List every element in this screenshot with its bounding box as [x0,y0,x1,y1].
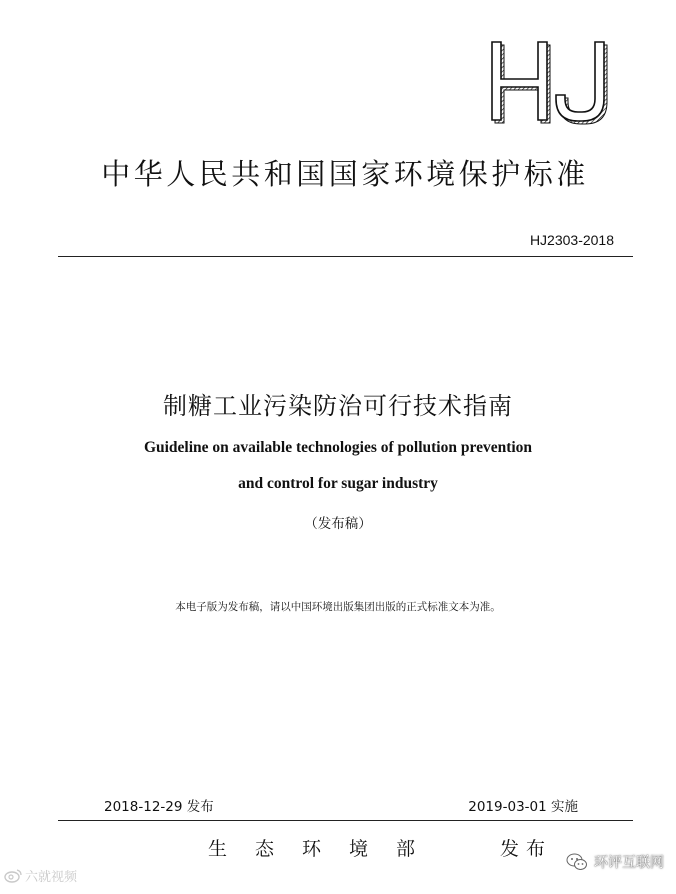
wechat-watermark [566,852,664,872]
edition-notice: 本电子版为发布稿，请以中国环境出版集团出版的正式标准文本为准。 [175,601,501,613]
document-title-en-line2: and control for sugar industry [238,475,438,492]
draft-label: （发布稿） [304,516,372,532]
weibo-watermark [4,866,77,885]
bottom-divider [58,820,633,821]
wechat-icon [566,853,588,871]
hj-logo-graphic [486,28,616,132]
standard-title: 中华人民共和国国家环境保护标准 [101,157,589,191]
top-divider [58,256,633,257]
standard-code: HJ2303-2018 [529,232,614,248]
document-title-en-line1: Guideline on available technologies of pollution prevention [143,439,533,456]
document-title-cn: 制糖工业污染防治可行技术指南 [163,392,513,420]
issue-date: 2018-12-29 发布 [104,799,214,815]
publish-label: 发布 [500,838,553,860]
hj-logo [486,28,616,132]
weibo-watermark-text: 六就视频 [25,870,78,885]
implementation-date: 2019-03-01 实施 [468,799,578,815]
wechat-watermark-text: 环评互联网 [594,855,664,871]
weibo-icon [4,868,22,883]
issuing-ministry: 生态环境部 [208,838,444,860]
